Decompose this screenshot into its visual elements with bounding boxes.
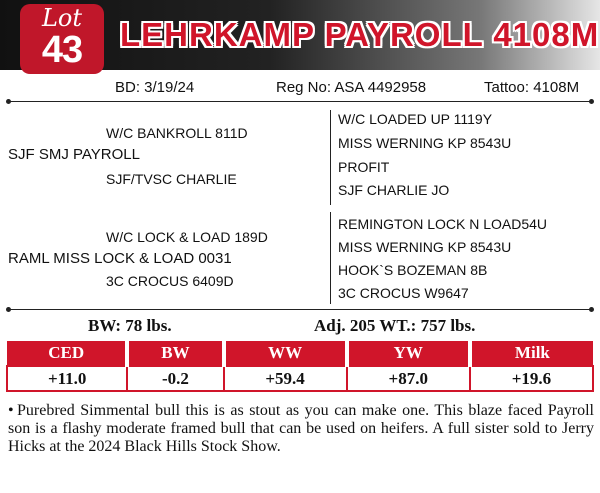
pedigree-divider-sire (330, 110, 331, 205)
epd-value-ced: +11.0 (7, 366, 127, 391)
pedigree-sire: SJF SMJ PAYROLL (8, 146, 140, 163)
epd-header-ww: WW (224, 341, 347, 366)
registration-number: Reg No: ASA 4492958 (276, 79, 427, 96)
epd-value-bw: -0.2 (127, 366, 223, 391)
divider-bottom (8, 309, 592, 310)
pedigree-divider-dam (330, 212, 331, 304)
birth-date: BD: 3/19/24 (115, 79, 195, 96)
description-text: Purebred Simmental bull this is as stout as you can make one. This blaze faced Payroll son is a flashy moderate framed bull that can be used on heifers. A full sister sold to Jerry Hicks at the 2024 Black Hills Stock Show. (8, 402, 594, 455)
epd-value-ww: +59.4 (224, 366, 347, 391)
epd-table (6, 341, 594, 392)
pedigree-sire-sire-dam: MISS WERNING KP 8543U (338, 135, 512, 151)
divider-top (8, 101, 592, 102)
pedigree-dam-dam: 3C CROCUS 6409D (106, 273, 234, 289)
epd-value-row (7, 366, 593, 391)
adjusted-weaning-weight: Adj. 205 WT.: 757 lbs. (314, 316, 476, 335)
lot-label: Lot (41, 4, 83, 32)
epd-header-ced: CED (7, 341, 127, 366)
bullet-icon: • (8, 402, 14, 419)
epd-header-yw: YW (347, 341, 470, 366)
pedigree-dam-sire-sire: REMINGTON LOCK N LOAD54U (338, 216, 548, 232)
pedigree-sire-sire-sire: W/C LOADED UP 1119Y (338, 111, 493, 127)
lot-badge (20, 4, 104, 74)
pedigree-sire-dam-sire: PROFIT (338, 159, 390, 175)
epd-header-row (7, 341, 593, 366)
animal-name-title: LEHRKAMP PAYROLL 4108M (120, 16, 600, 53)
pedigree-sire-dam: SJF/TVSC CHARLIE (106, 171, 237, 187)
pedigree-dam-sire-dam: MISS WERNING KP 8543U (338, 239, 512, 255)
birth-weight: BW: 78 lbs. (88, 316, 172, 335)
epd-header-milk: Milk (470, 341, 593, 366)
lot-description (8, 402, 594, 456)
pedigree-dam-dam-dam: 3C CROCUS W9647 (338, 285, 469, 301)
epd-value-yw: +87.0 (347, 366, 470, 391)
epd-value-milk: +19.6 (470, 366, 593, 391)
pedigree-sire-sire: W/C BANKROLL 811D (106, 125, 248, 141)
pedigree-dam: RAML MISS LOCK & LOAD 0031 (8, 250, 232, 267)
pedigree-dam-sire: W/C LOCK & LOAD 189D (106, 229, 268, 245)
lot-number: 43 (41, 29, 83, 71)
epd-header-bw: BW (127, 341, 223, 366)
pedigree-sire-dam-dam: SJF CHARLIE JO (338, 182, 450, 198)
tattoo: Tattoo: 4108M (484, 79, 580, 96)
pedigree-dam-dam-sire: HOOK`S BOZEMAN 8B (338, 262, 488, 278)
